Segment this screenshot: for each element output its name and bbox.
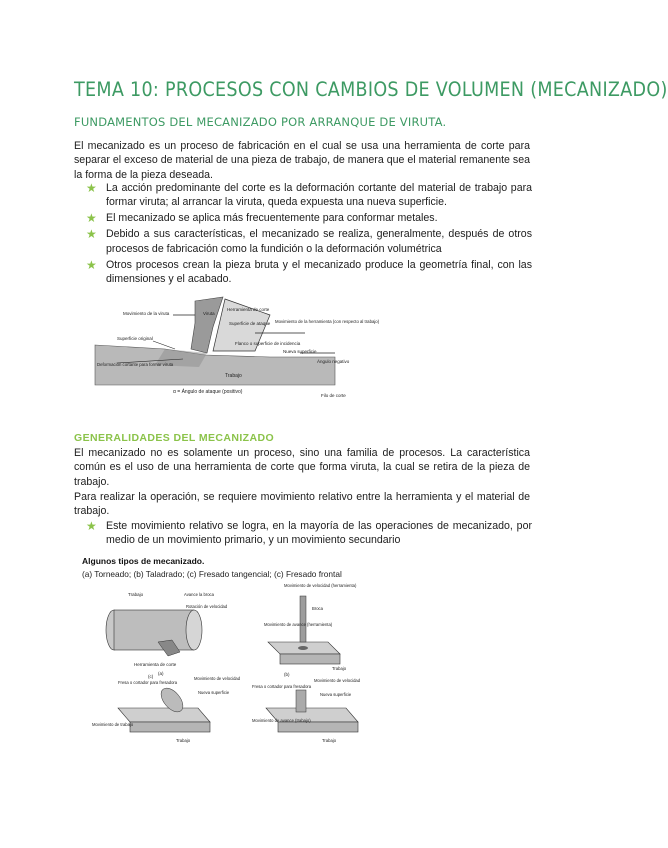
label-nueva-sup2: Nueva superficie bbox=[320, 692, 352, 697]
label-c: (c) bbox=[148, 674, 154, 679]
list-item: ★ Debido a sus características, el mecanizado se realiza, generalmente, después de otros procesos de fabricación como la fundición o la deformación volumétrica bbox=[86, 227, 532, 255]
star-bullet-icon: ★ bbox=[86, 181, 97, 195]
bullet-list-fundamentos bbox=[86, 181, 532, 288]
cutting-diagram-figure bbox=[95, 293, 380, 399]
machining-types-figure bbox=[88, 582, 378, 744]
label-superficie-ataque: Superficie de ataque bbox=[229, 321, 271, 326]
label-deformacion: Deformación cortante para formar viruta bbox=[97, 362, 174, 367]
label-trabajo-b: Trabajo bbox=[332, 666, 347, 671]
label-b: (b) bbox=[284, 672, 290, 677]
label-nueva-superficie: Nueva superficie bbox=[283, 349, 317, 354]
label-mov-trabajo: Movimiento de trabajo bbox=[92, 722, 134, 727]
page-title: TEMA 10: PROCESOS CON CAMBIOS DE VOLUMEN (MECANIZADO) bbox=[74, 78, 668, 101]
label-herramienta: Herramienta de corte bbox=[227, 307, 270, 312]
list-item: ★ La acción predominante del corte es la deformación cortante del material de trabajo para formar viruta; al arrancar la viruta, queda expuesta una nueva superficie. bbox=[86, 181, 532, 209]
label-filo: Filo de corte bbox=[321, 393, 346, 398]
star-bullet-icon: ★ bbox=[86, 519, 97, 533]
label-mov-velocidad2: Movimiento de velocidad bbox=[314, 678, 361, 683]
label-rotacion: Rotación de velocidad bbox=[186, 604, 228, 609]
label-herramienta-corte: Herramienta de corte bbox=[134, 662, 177, 667]
section-heading-generalidades: GENERALIDADES DEL MECANIZADO bbox=[74, 432, 275, 444]
star-bullet-icon: ★ bbox=[86, 211, 97, 226]
figure-caption-title: Algunos tipos de mecanizado. bbox=[82, 556, 205, 566]
bullet-list-generalidades bbox=[86, 519, 532, 549]
label-flanco: Flanco o superficie de incidencia bbox=[235, 341, 301, 346]
label-angulo-negativo: Ángulo negativo bbox=[317, 359, 350, 364]
section-heading-fundamentos: FUNDAMENTOS DEL MECANIZADO POR ARRANQUE DE VIRUTA. bbox=[74, 115, 447, 129]
label-trabajo-a: Trabajo bbox=[128, 592, 144, 597]
label-superficie-original: Superficie original bbox=[117, 336, 153, 341]
label-mov-velocidad: Movimiento de velocidad bbox=[194, 676, 241, 681]
label-mov-avance-trabajo: Movimiento de avance (trabajo) bbox=[252, 718, 311, 723]
label-mov-velocidad-herr: Movimiento de velocidad (herramienta) bbox=[284, 583, 357, 588]
list-item: ★ Otros procesos crean la pieza bruta y el mecanizado produce la geometría final, con las dimensiones y el acabado. bbox=[86, 257, 532, 285]
label-avance: Avance la broca bbox=[184, 592, 214, 597]
label-fresa-frontal: Fresa o cortador para fresadora bbox=[252, 684, 312, 689]
paragraph-generalidades-1: El mecanizado no es solamente un proceso, sino una familia de procesos. La característica común es el uso de una herramienta de corte que forma viruta, la cual se retira de la pieza de trabajo. bbox=[74, 447, 530, 488]
label-a: (a) bbox=[158, 671, 164, 676]
label-nueva-sup: Nueva superficie bbox=[198, 690, 230, 695]
intro-paragraph: El mecanizado es un proceso de fabricación en el cual se usa una herramienta de corte para separar el exceso de material de una pieza de trabajo, de manera que el material remanente sea la forma de la pieza deseada. bbox=[74, 140, 530, 181]
label-mov-herramienta: Movimiento de la herramienta (con respecto al trabajo) bbox=[275, 319, 380, 324]
list-item: ★ Este movimiento relativo se logra, en la mayoría de las operaciones de mecanizado, por medio de un movimiento primario, y un movimiento secundario bbox=[86, 519, 532, 547]
label-broca: Broca bbox=[312, 606, 323, 611]
star-bullet-icon: ★ bbox=[86, 257, 97, 272]
label-angulo-ataque: α = Ángulo de ataque (positivo) bbox=[173, 389, 243, 395]
label-trabajo-d: Trabajo bbox=[322, 738, 337, 743]
star-bullet-icon: ★ bbox=[86, 227, 97, 242]
figure-caption-subtitle: (a) Torneado; (b) Taladrado; (c) Fresado tangencial; (c) Fresado frontal bbox=[82, 569, 342, 579]
label-mov-avance: Movimiento de avance (herramienta) bbox=[264, 622, 333, 627]
label-movimiento-viruta: Movimiento de la viruta bbox=[123, 311, 170, 316]
label-viruta: Viruta bbox=[203, 311, 215, 316]
label-trabajo: Trabajo bbox=[225, 373, 242, 379]
paragraph-generalidades-2: Para realizar la operación, se requiere movimiento relativo entre la herramienta y el material de trabajo. bbox=[74, 491, 530, 518]
label-trabajo-c: Trabajo bbox=[176, 738, 191, 743]
label-fresa-tang: Fresa o cortador para fresadora bbox=[118, 680, 178, 685]
list-item: ★ El mecanizado se aplica más frecuentemente para conformar metales. bbox=[86, 211, 438, 226]
